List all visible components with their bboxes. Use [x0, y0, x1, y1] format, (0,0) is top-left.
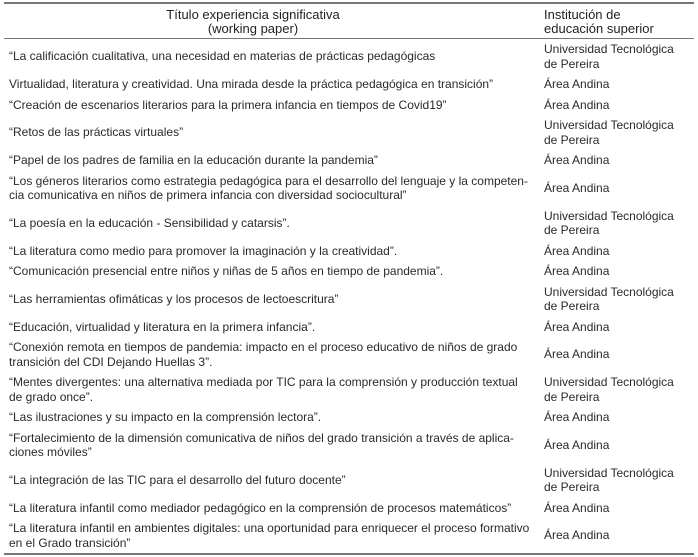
title-cell	[4, 115, 542, 150]
institution-cell	[542, 171, 694, 206]
institution-cell-line: Universidad Tecnológica	[544, 208, 674, 223]
title-cell	[4, 337, 542, 372]
title-cell-line: en el Grado transición”	[9, 535, 131, 550]
table-row	[4, 337, 694, 372]
institution-cell-line: Área Andina	[544, 264, 610, 278]
institution-cell-line: Área Andina	[544, 180, 610, 195]
experiences-table	[4, 2, 694, 555]
title-cell	[4, 241, 542, 262]
table-row	[4, 115, 694, 150]
institution-cell	[542, 428, 694, 463]
header-title-line: (working paper)	[207, 21, 299, 36]
title-cell	[4, 518, 542, 554]
table-row	[4, 241, 694, 262]
table-row	[4, 74, 694, 95]
title-cell	[4, 39, 542, 75]
institution-cell-line: de Pereira	[544, 480, 600, 494]
institution-cell	[542, 241, 694, 262]
table-row	[4, 463, 694, 498]
institution-cell	[542, 39, 694, 75]
title-cell-line: “La literatura infantil como mediador pedagógico en la comprensión de procesos matemáticos”	[9, 500, 512, 515]
table-row	[4, 171, 694, 206]
title-cell	[4, 317, 542, 338]
title-cell-line: Virtualidad, literatura y creatividad. Una mirada desde la práctica pedagógica en transición”	[9, 77, 494, 91]
title-cell-line: “Mentes divergentes: una alternativa mediada por TIC para la comprensión y producción textual	[9, 375, 518, 389]
institution-cell-line: Área Andina	[544, 347, 610, 362]
title-cell-line: “Fortalecimiento de la dimensión comunicativa de niños del grado transición a través de aplica-	[9, 430, 514, 445]
table-row	[4, 150, 694, 171]
institution-cell	[542, 261, 694, 282]
institution-cell-line: Área Andina	[544, 437, 610, 452]
title-cell	[4, 498, 542, 519]
institution-cell	[542, 407, 694, 428]
table-row	[4, 498, 694, 519]
title-cell-line: “Retos de las prácticas virtuales”	[9, 125, 184, 140]
title-cell-line: “Conexión remota en tiempos de pandemia: impacto en el proceso educativo de niños de grado	[9, 340, 518, 354]
header-title	[4, 3, 542, 39]
title-cell-line: “Papel de los padres de familia en la educación durante la pandemia”	[9, 153, 378, 167]
institution-cell-line: Universidad Tecnológica	[544, 284, 674, 299]
table-row	[4, 518, 694, 554]
title-cell	[4, 74, 542, 95]
institution-cell	[542, 74, 694, 95]
title-cell-line: de grado once”.	[9, 389, 94, 404]
institution-cell-line: Universidad Tecnológica	[544, 375, 674, 389]
title-cell	[4, 372, 542, 407]
title-cell	[4, 150, 542, 171]
institution-cell-line: Universidad Tecnológica	[544, 465, 674, 480]
title-cell	[4, 463, 542, 498]
institution-cell-line: Área Andina	[544, 410, 610, 424]
table-header-row	[4, 3, 694, 39]
table-row	[4, 261, 694, 282]
title-cell-line: “La poesía en la educación - Sensibilidad y catarsis”.	[9, 215, 290, 230]
title-cell-line: cia comunicativa en niños de primera infancia con diversidad sociocultural”	[9, 188, 407, 202]
title-cell-line: “Las herramientas ofimáticas y los procesos de lectoescritura”	[9, 291, 339, 306]
title-cell-line: “La calificación cualitativa, una necesidad en materias de prácticas pedagógicas	[9, 49, 436, 64]
table-row	[4, 206, 694, 241]
title-cell	[4, 428, 542, 463]
institution-cell-line: Área Andina	[544, 528, 610, 543]
institution-cell-line: Universidad Tecnológica	[544, 42, 674, 56]
institution-cell-line: Área Andina	[544, 153, 610, 167]
institution-cell-line: Universidad Tecnológica	[544, 118, 674, 132]
title-cell	[4, 407, 542, 428]
title-cell	[4, 95, 542, 116]
institution-cell-line: de Pereira	[544, 389, 600, 404]
title-cell	[4, 171, 542, 206]
title-cell-line: “La literatura como medio para promover la imaginación y la creatividad”.	[9, 243, 398, 258]
table-row	[4, 39, 694, 75]
title-cell-line: “Creación de escenarios literarios para la primera infancia en tiempos de Covid19”	[9, 97, 447, 112]
table-row	[4, 428, 694, 463]
institution-cell-line: de Pereira	[544, 56, 600, 71]
institution-cell	[542, 206, 694, 241]
institution-cell-line: de Pereira	[544, 132, 600, 147]
table-row	[4, 407, 694, 428]
title-cell-line: “Educación, virtualidad y literatura en la primera infancia”.	[9, 319, 316, 334]
institution-cell	[542, 463, 694, 498]
institution-cell-line: de Pereira	[544, 223, 600, 237]
header-institution-line: Institución de	[544, 7, 621, 22]
institution-cell	[542, 95, 694, 116]
title-cell-line: “Los géneros literarios como estrategia pedagógica para el desarrollo del lenguaje y la competen-	[9, 173, 528, 188]
title-cell-line: “La integración de las TIC para el desarrollo del futuro docente”	[9, 472, 346, 487]
institution-cell	[542, 282, 694, 317]
institution-cell-line: Área Andina	[544, 97, 610, 112]
institution-cell	[542, 317, 694, 338]
title-cell-line: “Las ilustraciones y su impacto en la comprensión lectora”.	[9, 410, 322, 424]
table-row	[4, 317, 694, 338]
institution-cell-line: Área Andina	[544, 77, 610, 91]
institution-cell	[542, 115, 694, 150]
institution-cell-line: Área Andina	[544, 319, 610, 334]
header-institution-line: educación superior	[544, 21, 654, 36]
title-cell-line: “La literatura infantil en ambientes digitales: una oportunidad para enriquecer el proceso formativo	[9, 521, 530, 535]
institution-cell	[542, 337, 694, 372]
institution-cell	[542, 150, 694, 171]
title-cell	[4, 206, 542, 241]
institution-cell-line: Área Andina	[544, 243, 610, 258]
institution-cell	[542, 498, 694, 519]
title-cell-line: “Comunicación presencial entre niños y niñas de 5 años en tiempo de pandemia”.	[9, 264, 444, 278]
table-row	[4, 282, 694, 317]
table-row	[4, 95, 694, 116]
institution-cell	[542, 518, 694, 554]
title-cell	[4, 261, 542, 282]
title-cell-line: ciones móviles”	[9, 445, 92, 459]
institution-cell-line: de Pereira	[544, 299, 600, 313]
institution-cell-line: Área Andina	[544, 500, 610, 515]
header-title-line: Título experiencia significativa	[166, 7, 340, 22]
header-institution	[542, 3, 694, 39]
table-row	[4, 372, 694, 407]
title-cell-line: transición del CDI Dejando Huellas 3”.	[9, 354, 213, 369]
title-cell	[4, 282, 542, 317]
institution-cell	[542, 372, 694, 407]
